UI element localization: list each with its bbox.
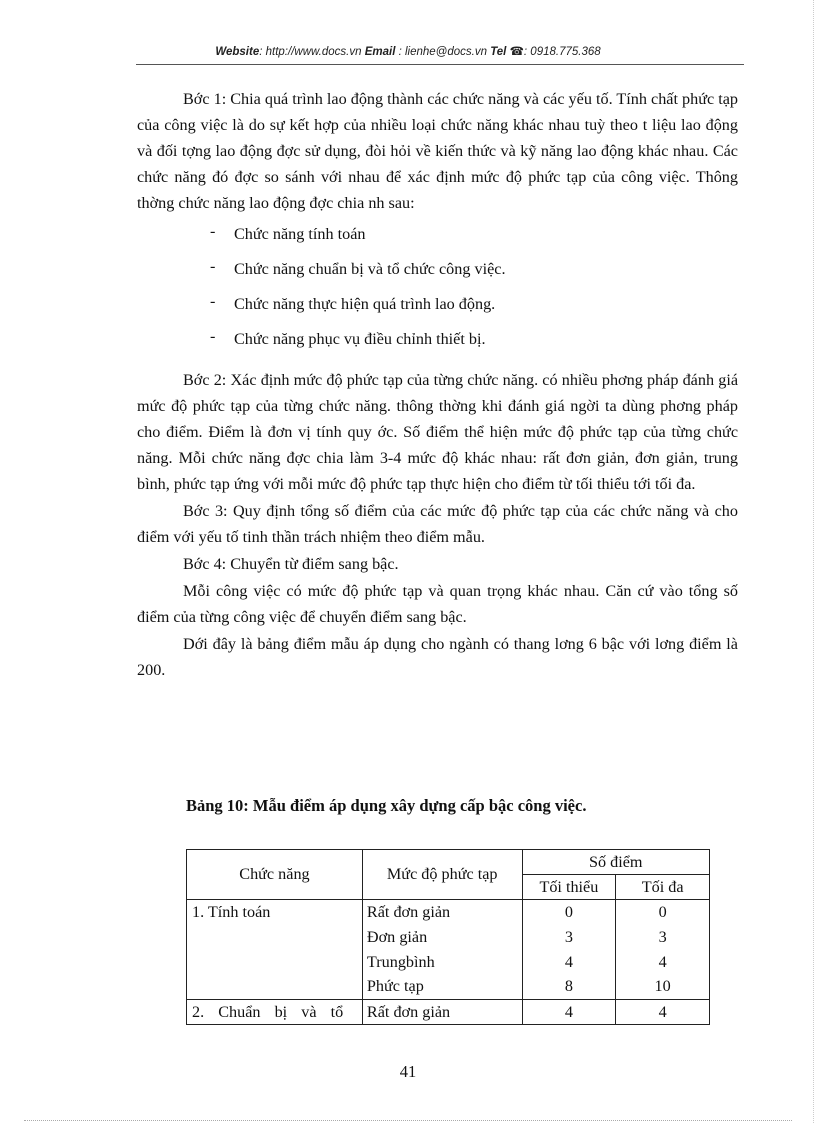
bottom-border <box>24 1120 792 1121</box>
table-row <box>187 975 710 1000</box>
page-number: 41 <box>399 1062 417 1081</box>
bullet-dash: - <box>210 292 216 310</box>
cell-function: 1. Tính toán <box>187 900 363 925</box>
cell-function <box>187 925 363 950</box>
cell-function <box>187 975 363 1000</box>
cell-min: 4 <box>522 1000 616 1025</box>
header-min: Tối thiểu <box>522 875 616 900</box>
header-divider <box>136 64 744 65</box>
table-row <box>187 1000 710 1025</box>
table-row <box>187 950 710 975</box>
paragraph-step-1: Bớc 1: Chia quá trình lao động thành các chức năng và các yếu tố. Tính chất phức tạp của công việc là do sự kết hợp của nhiều loại chức năng khác nhau tuỳ theo t liệu lao động và đối tợng lao động đợc sử dụng, đòi hỏi về kiến thức và kỹ năng lao động khác nhau. Các chức năng đó đợc so sánh với nhau để xác định mức độ phức tạp của công việc. Thông thờng chức năng lao động đợc chia nh sau: <box>137 90 738 212</box>
table-caption: Bảng 10: Mẫu điểm áp dụng xây dựng cấp bậc công việc. <box>186 796 587 815</box>
email-value: : lienhe@docs.vn <box>398 46 487 58</box>
list-item-text: Chức năng chuẩn bị và tổ chức công việc. <box>234 260 506 278</box>
cell-level: Rất đơn giản <box>362 900 522 925</box>
list-item <box>137 291 738 326</box>
cell-max: 4 <box>616 1000 710 1025</box>
list-item <box>137 326 738 361</box>
tel-label: Tel <box>490 46 507 58</box>
cell-min: 3 <box>522 925 616 950</box>
cell-min: 0 <box>522 900 616 925</box>
function-list <box>137 221 738 361</box>
paragraph-step-4: Bớc 4: Chuyển từ điểm sang bậc. <box>183 555 399 573</box>
cell-function: 2. Chuẩn bị và tổ <box>187 1000 363 1025</box>
header-complexity: Mức độ phức tạp <box>362 850 522 900</box>
list-item-text: Chức năng tính toán <box>234 225 366 243</box>
bullet-dash: - <box>210 327 216 345</box>
website-label: Website <box>215 46 260 58</box>
table-row <box>187 925 710 950</box>
table-row <box>187 900 710 925</box>
cell-max: 4 <box>616 950 710 975</box>
cell-max: 0 <box>616 900 710 925</box>
body-text <box>137 86 738 684</box>
paragraph-step-2: Bớc 2: Xác định mức độ phức tạp của từng chức năng. có nhiều phơng pháp đánh giá mức độ phức tạp của từng chức năng. thông thờng khi đánh giá ngời ta dùng phơng pháp cho điểm. Điểm là đơn vị tính quy ớc. Số điểm thể hiện mức độ phức tạp của từng chức năng. Mỗi chức năng đợc chia làm 3-4 mức độ khác nhau: rất đơn giản, đơn giản, trung bình, phức tạp ứng với mỗi mức độ phức tạp thực hiện cho điểm từ tối thiểu tới tối đa. <box>137 371 738 493</box>
header-max: Tối đa <box>616 875 710 900</box>
header-score: Số điểm <box>522 850 709 875</box>
list-item-text: Chức năng thực hiện quá trình lao động. <box>234 295 496 313</box>
header-function: Chức năng <box>187 850 363 900</box>
tel-value: ☎: 0918.775.368 <box>509 46 601 58</box>
bullet-dash: - <box>210 257 216 275</box>
page-header <box>0 44 816 58</box>
cell-level: Đơn giản <box>362 925 522 950</box>
list-item <box>137 256 738 291</box>
paragraph-table-intro: Dới đây là bảng điểm mẫu áp dụng cho ngành có thang lơng 6 bậc với lơng điểm là 200. <box>137 635 738 679</box>
score-table <box>186 849 710 1025</box>
cell-level: Phức tạp <box>362 975 522 1000</box>
email-label: Email <box>364 46 396 58</box>
cell-level: Rất đơn giản <box>362 1000 522 1025</box>
bullet-dash: - <box>210 222 216 240</box>
paragraph-step-3: Bớc 3: Quy định tổng số điểm của các mức độ phức tạp của các chức năng và cho điểm với yếu tố tinh thần trách nhiệm theo điểm mẫu. <box>137 502 738 546</box>
cell-min: 4 <box>522 950 616 975</box>
list-item <box>137 221 738 256</box>
cell-level: Trungbình <box>362 950 522 975</box>
list-item-text: Chức năng phục vụ điều chỉnh thiết bị. <box>234 330 486 348</box>
right-border <box>813 0 814 1123</box>
cell-function <box>187 950 363 975</box>
website-value: : http://www.docs.vn <box>259 46 362 58</box>
cell-max: 3 <box>616 925 710 950</box>
cell-min: 8 <box>522 975 616 1000</box>
cell-max: 10 <box>616 975 710 1000</box>
paragraph-conversion: Mỗi công việc có mức độ phức tạp và quan trọng khác nhau. Căn cứ vào tổng số điểm của từng công việc để chuyển điểm sang bậc. <box>137 582 738 626</box>
